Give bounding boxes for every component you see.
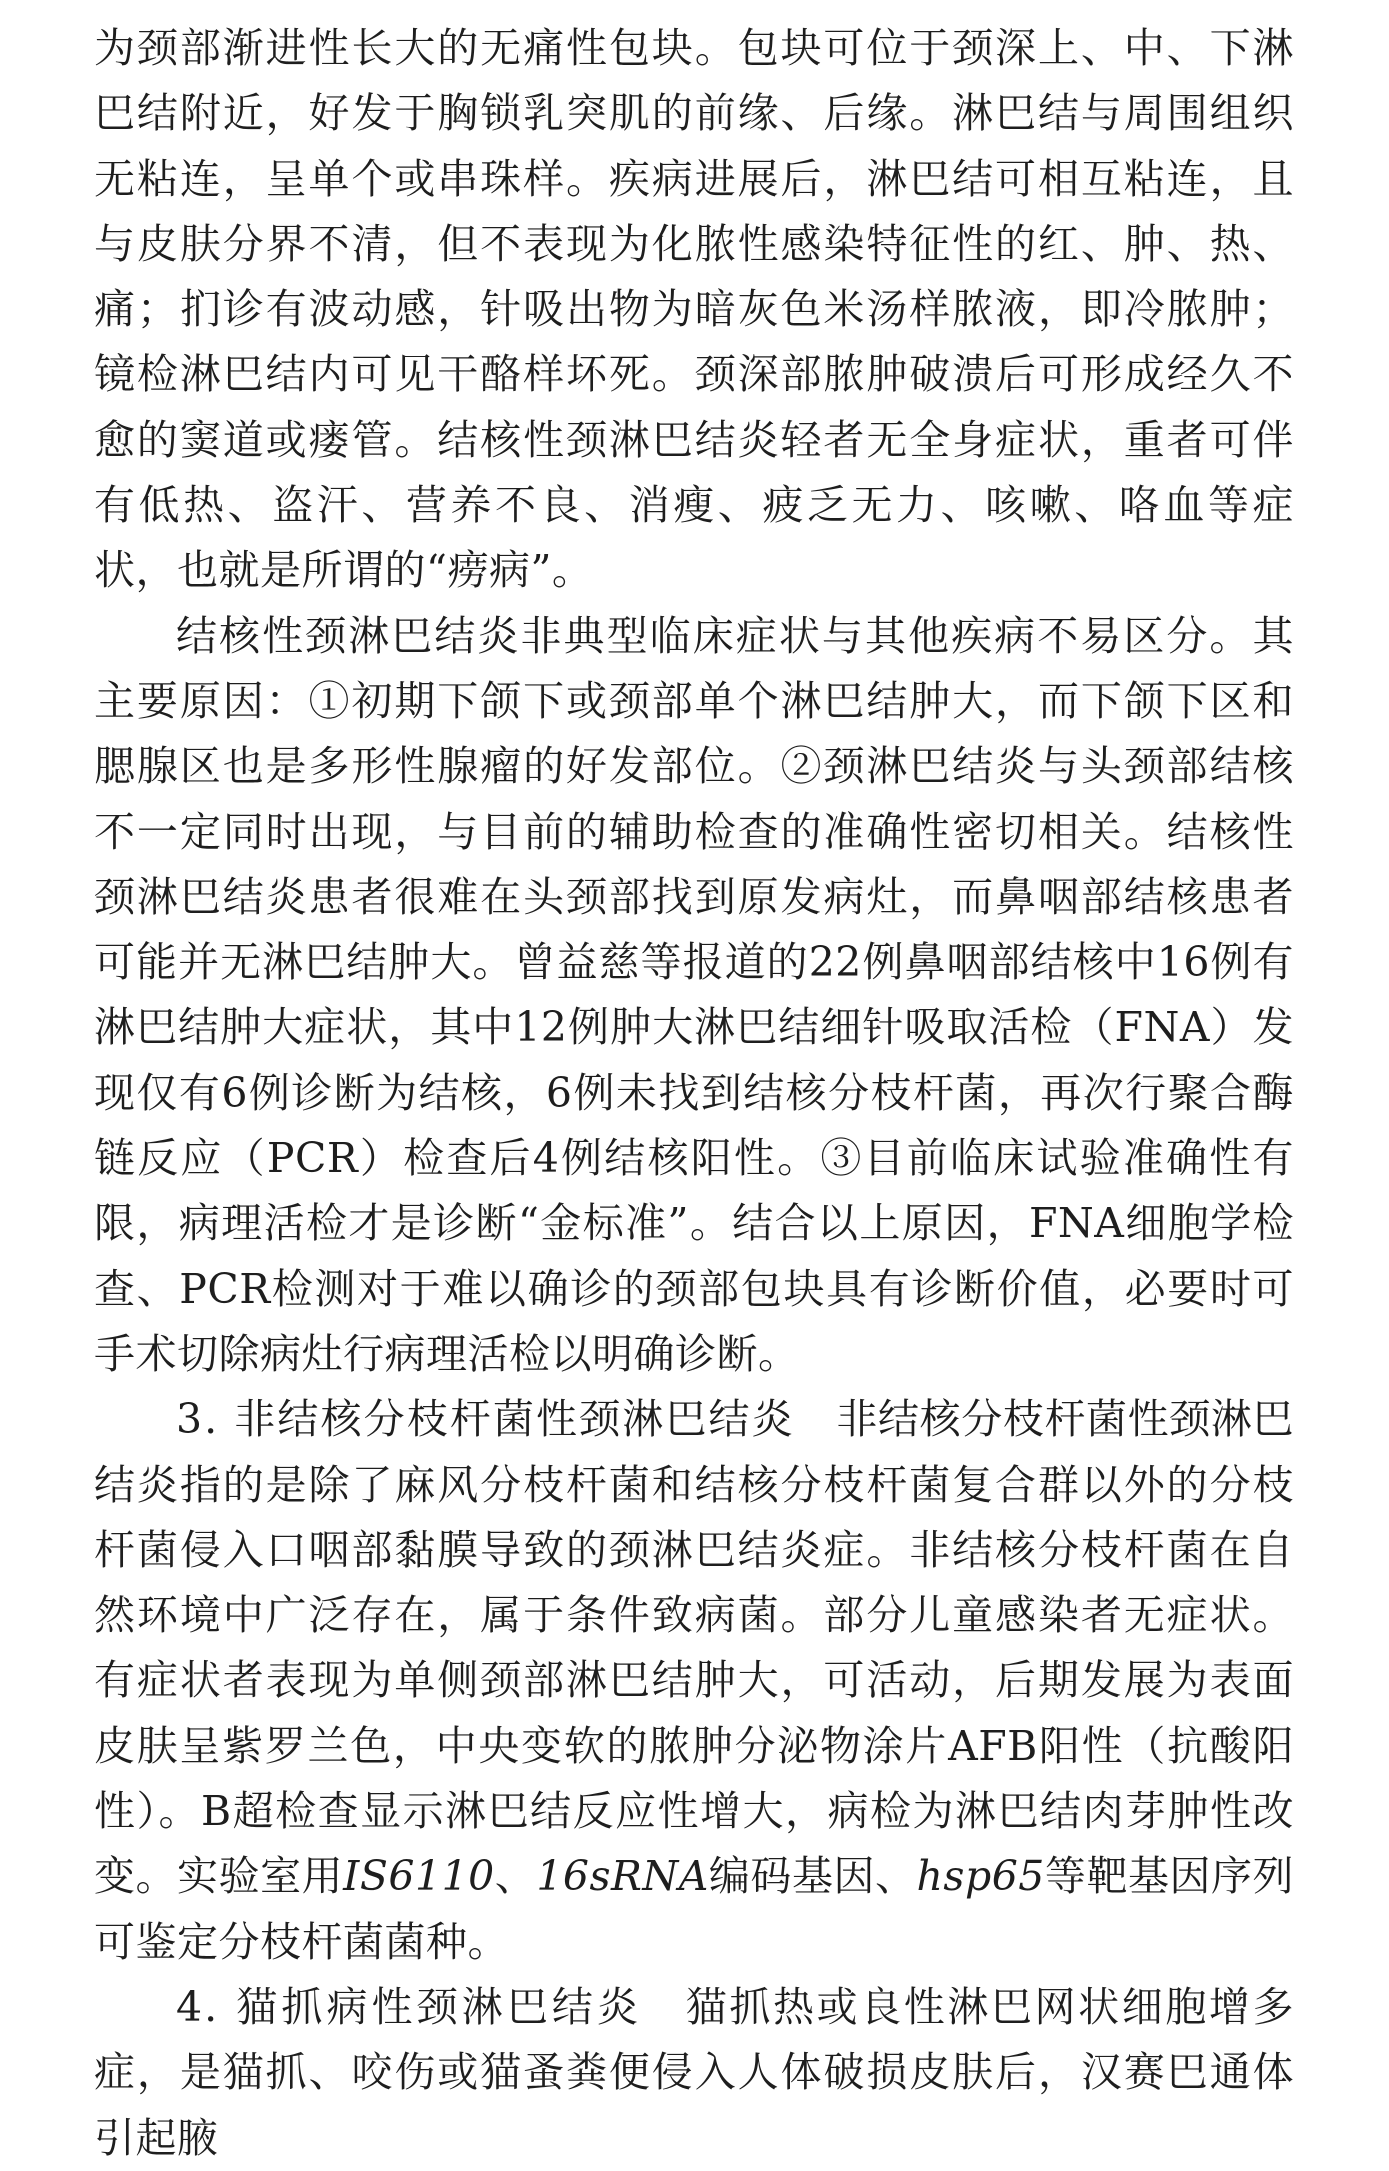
section-heading-cat-scratch: 4. 猫抓病性颈淋巴结炎 xyxy=(176,1982,643,2031)
gene-mid-text: 编码基因、 xyxy=(708,1852,917,1901)
gene-16srna: 16sRNA xyxy=(536,1852,709,1901)
cat-scratch-body-text: 猫抓热或良性淋巴网状细胞增多症，是猫抓、咬伤或猫蚤粪便侵入人体破损皮肤后，汉赛巴通体引起腋 xyxy=(94,1982,1295,2162)
paragraph-cat-scratch xyxy=(94,1975,1294,2171)
section-heading-ntm: 3. 非结核分枝杆菌性颈淋巴结炎 xyxy=(176,1395,795,1444)
paragraph-tb-symptoms: 为颈部渐进性长大的无痛性包块。包块可位于颈深上、中、下淋巴结附近，好发于胸锁乳突肌的前缘、后缘。淋巴结与周围组织无粘连，呈单个或串珠样。疾病进展后，淋巴结可相互粘连，且与皮肤分界不清，但不表现为化脓性感染特征性的红、肿、热、痛；扪诊有波动感，针吸出物为暗灰色米汤样脓液，即冷脓肿；镜检淋巴结内可见干酪样坏死。颈深部脓肿破溃后可形成经久不愈的窦道或瘘管。结核性颈淋巴结炎轻者无全身症状，重者可伴有低热、盗汗、营养不良、消瘦、疲乏无力、咳嗽、咯血等症状，也就是所谓的“痨病”。 xyxy=(94,24,1294,595)
gene-hsp65: hsp65 xyxy=(916,1852,1045,1901)
ntm-tail-text: 等靶基因序列可鉴定分枝杆菌菌种。 xyxy=(94,1852,1295,1966)
gene-separator: 、 xyxy=(494,1852,537,1901)
ntm-body-text: 非结核分枝杆菌性颈淋巴结炎指的是除了麻风分枝杆菌和结核分枝杆菌复合群以外的分枝杆菌侵入口咽部黏膜导致的颈淋巴结炎症。非结核分枝杆菌在自然环境中广泛存在，属于条件致病菌。部分儿童感染者无症状。有症状者表现为单侧颈部淋巴结肿大，可活动，后期发展为表面皮肤呈紫罗兰色，中央变软的脓肿分泌物涂片AFB阳性（抗酸阳性）。B超检查显示淋巴结反应性增大，病检为淋巴结肉芽肿性改变。实验室用 xyxy=(94,1395,1295,1901)
document-page xyxy=(94,16,1294,2171)
paragraph-atypical-symptoms: 结核性颈淋巴结炎非典型临床症状与其他疾病不易区分。其主要原因：①初期下颌下或颈部单个淋巴结肿大，而下颌下区和腮腺区也是多形性腺瘤的好发部位。②颈淋巴结炎与头颈部结核不一定同时出现，与目前的辅助检查的准确性密切相关。结核性颈淋巴结炎患者很难在头颈部找到原发病灶，而鼻咽部结核患者可能并无淋巴结肿大。曾益慈等报道的22例鼻咽部结核中16例有淋巴结肿大症状，其中12例肿大淋巴结细针吸取活检（FNA）发现仅有6例诊断为结核，6例未找到结核分枝杆菌，再次行聚合酶链反应（PCR）检查后4例结核阳性。③目前临床试验准确性有限，病理活检才是诊断“金标准”。结合以上原因，FNA细胞学检查、PCR检测对于难以确诊的颈部包块具有诊断价值，必要时可手术切除病灶行病理活检以明确诊断。 xyxy=(94,611,1294,1378)
paragraph-ntm-lymphadenitis xyxy=(94,1387,1294,1975)
gene-is6110: IS6110 xyxy=(343,1852,495,1901)
